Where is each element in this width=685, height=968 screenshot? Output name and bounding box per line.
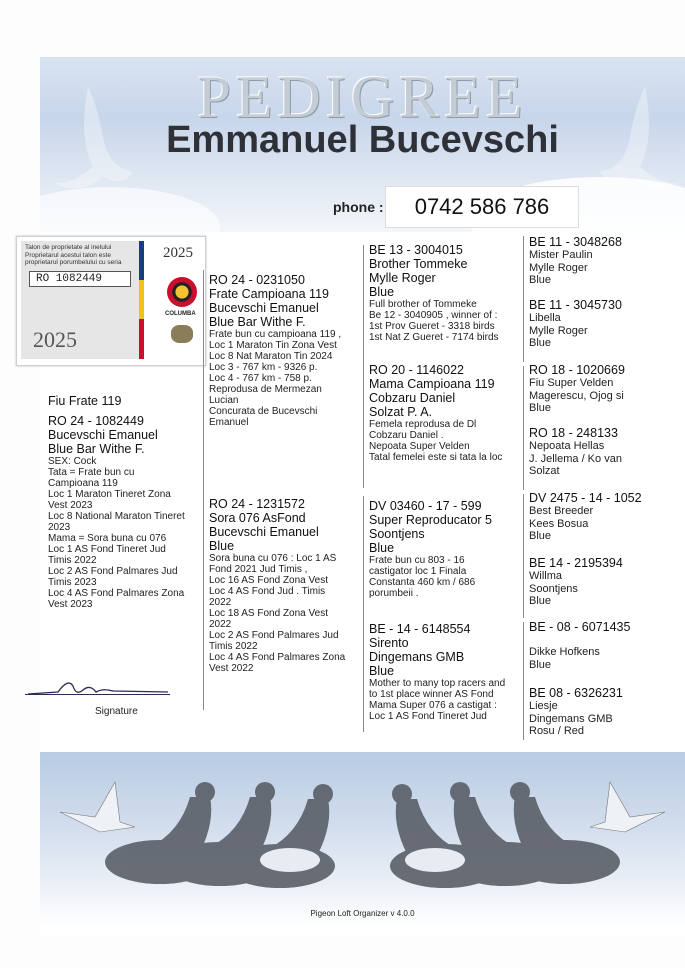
ggp-line: Dikke Hofkens — [529, 646, 600, 658]
ggp-line: Mister Paulin — [529, 249, 593, 261]
grandparent-entry — [369, 499, 521, 599]
note-line: Vest 2022 — [209, 663, 254, 674]
note-line: Full brother of Tommeke — [369, 299, 477, 310]
ggp-line: Best Breeder — [529, 505, 594, 517]
signature-line — [25, 694, 170, 695]
ggp-ring: BE - 08 - 6071435 — [529, 620, 631, 634]
label-text-line: Proprietarul acestui talon este — [25, 251, 111, 259]
dam-entry — [209, 497, 361, 674]
label-card-body — [21, 241, 139, 359]
note-line: Fond 2021 Jud Timis , — [209, 564, 308, 575]
note-line: Loc 2 AS Fond Palmares Jud — [48, 566, 178, 577]
note-line: Timis 2022 — [48, 555, 97, 566]
gp-ring: BE 13 - 3004015 — [369, 243, 463, 257]
gp-color: Blue — [369, 664, 395, 678]
great-grandparent-entry — [529, 298, 679, 350]
sire-entry — [209, 273, 361, 428]
note-line: Loc 8 National Maraton Tineret — [48, 511, 185, 522]
ggp-line: Rosu / Red — [529, 725, 585, 737]
federation-logo-icon — [171, 325, 193, 343]
owner-name: Emmanuel Bucevschi — [166, 119, 559, 161]
gp-notes — [369, 555, 521, 599]
note-line: 1st Nat Z Gueret - 7174 birds — [369, 332, 499, 343]
note-line: SEX: Cock — [48, 456, 97, 467]
ggp-ring: RO 18 - 248133 — [529, 426, 618, 440]
ggp-line: Dingemans GMB — [529, 712, 613, 725]
note-line: Emanuel — [209, 417, 249, 428]
ring-label-card — [16, 236, 206, 366]
sire-breeder: Bucevschi Emanuel — [209, 301, 319, 315]
sire-ring: RO 24 - 0231050 — [209, 273, 305, 287]
ggp-line: Blue — [529, 658, 552, 671]
columba-logo-icon — [167, 277, 197, 307]
sire-color: Blue Bar Withe F. — [209, 315, 306, 329]
note-line: Be 12 - 3040905 , winner of : — [369, 310, 498, 321]
subject-entry — [48, 394, 198, 610]
software-credit: Pigeon Loft Organizer v 4.0.0 — [310, 909, 415, 918]
gp-color: Blue — [369, 541, 395, 555]
note-line: Reprodusa de Mermezan — [209, 384, 322, 395]
gp-name: Sirento — [369, 636, 409, 650]
pigeons-illustration-icon — [40, 752, 685, 926]
tree-connector — [523, 622, 524, 740]
signature-label: Signature — [95, 706, 138, 717]
ggp-line: Fiu Super Velden — [529, 377, 614, 389]
dam-name: Sora 076 AsFond — [209, 511, 306, 525]
note-line: Loc 4 AS Fond Palmares Zona — [209, 652, 346, 663]
note-line: Loc 16 AS Fond Zona Vest — [209, 575, 328, 586]
great-grandparent-entry — [529, 363, 679, 415]
gp-ring: BE - 14 - 6148554 — [369, 622, 471, 636]
great-grandparent-entry — [529, 491, 679, 543]
note-line: Mama Super 076 a castigat : — [369, 700, 497, 711]
flag-strip — [139, 241, 144, 359]
subject-ring: RO 24 - 1082449 — [48, 414, 144, 428]
note-line: Mama = Sora buna cu 076 — [48, 533, 167, 544]
note-line: Loc 8 Nat Maraton Tin 2024 — [209, 351, 333, 362]
gp-breeder: Mylle Roger — [369, 271, 436, 285]
ggp-line: Willma — [529, 570, 562, 582]
ggp-ring: BE 14 - 2195394 — [529, 556, 623, 570]
label-year-top: 2025 — [163, 245, 193, 261]
note-line: Loc 18 AS Fond Zona Vest — [209, 608, 328, 619]
gp-ring: DV 03460 - 17 - 599 — [369, 499, 482, 513]
great-grandparent-entry — [529, 235, 679, 287]
gp-color: Blue — [369, 285, 395, 299]
note-line: Constanta 460 km / 686 — [369, 577, 476, 588]
tree-connector — [363, 496, 364, 732]
note-line: Frate bun cu 803 - 16 — [369, 555, 465, 566]
ggp-line: J. Jellema / Ko van — [529, 452, 622, 465]
phone-label: phone : — [333, 199, 384, 215]
label-ring-number: RO 1082449 — [29, 271, 131, 287]
note-line: Tata = Frate bun cu — [48, 467, 135, 478]
page-title: PEDIGREE — [197, 64, 528, 130]
sire-notes — [209, 329, 361, 428]
ggp-line: Kees Bosua — [529, 517, 589, 530]
ggp-line: Mylle Roger — [529, 261, 588, 274]
note-line: Lucian — [209, 395, 239, 406]
ggp-line — [529, 634, 679, 646]
note-line: Loc 1 Maraton Tineret Zona — [48, 489, 171, 500]
label-text-line: Talon de proprietate al inelului — [25, 244, 112, 251]
note-line: 1st Prov Gueret - 3318 birds — [369, 321, 495, 332]
note-line: Cobzaru Daniel . — [369, 430, 444, 441]
note-line: 2022 — [209, 619, 232, 630]
dam-color: Blue — [209, 539, 235, 553]
note-line: porumbeii . — [369, 588, 419, 599]
note-line: Timis 2022 — [209, 641, 258, 652]
note-line: Femela reprodusa de Dl — [369, 419, 477, 430]
grandparent-entry — [369, 243, 521, 343]
ggp-line: Mylle Roger — [529, 324, 588, 337]
tree-connector — [523, 236, 524, 362]
gp-breeder: Soontjens — [369, 527, 425, 541]
gp-name: Mama Campioana 119 — [369, 377, 495, 391]
dam-notes — [209, 553, 361, 674]
note-line: Loc 1 Maraton Tin Zona Vest — [209, 340, 337, 351]
note-line: Vest 2023 — [48, 599, 93, 610]
great-grandparent-entry — [529, 686, 679, 738]
label-text-line: proprietarul porumbelului cu seria — [25, 259, 122, 266]
ggp-line: Liesje — [529, 700, 558, 712]
note-line: 2023 — [48, 522, 71, 533]
subject-breeder: Bucevschi Emanuel — [48, 428, 158, 442]
ggp-line: Blue — [529, 402, 552, 414]
ggp-ring: BE 11 - 3045730 — [529, 298, 622, 312]
ggp-line: Blue — [529, 274, 552, 286]
note-line: Loc 1 AS Fond Tineret Jud — [48, 544, 166, 555]
ggp-line: Blue — [529, 337, 552, 349]
great-grandparent-entry — [529, 556, 679, 608]
tree-connector — [523, 494, 524, 618]
note-line: Campioana 119 — [48, 478, 118, 489]
note-line: Nepoata Super Velden — [369, 441, 470, 452]
note-line: Loc 2 AS Fond Palmares Jud — [209, 630, 339, 641]
great-grandparent-entry — [529, 620, 679, 671]
subject-notes — [48, 456, 198, 610]
note-line: Timis 2023 — [48, 577, 97, 588]
ggp-ring: BE 11 - 3048268 — [529, 235, 622, 249]
gp-breeder: Dingemans GMB — [369, 650, 465, 664]
note-line: Loc 1 AS Fond Tineret Jud — [369, 711, 487, 722]
pigeon-footer-banner — [40, 752, 685, 926]
note-line: Sora buna cu 076 : Loc 1 AS — [209, 553, 337, 564]
ggp-line: Soontjens — [529, 582, 578, 595]
note-line: Frate bun cu campioana 119 , — [209, 329, 342, 340]
columba-label: COLUMBA — [165, 311, 196, 317]
note-line: Mother to many top racers and — [369, 678, 506, 689]
ggp-line: Nepoata Hellas — [529, 440, 605, 452]
ggp-line: Blue — [529, 595, 552, 607]
gp-color: Solzat P. A. — [369, 405, 433, 419]
note-line: Loc 3 - 767 km - 9326 p. — [209, 362, 318, 373]
ggp-ring: DV 2475 - 14 - 1052 — [529, 491, 642, 505]
grandparent-entry — [369, 363, 521, 463]
tree-connector — [363, 245, 364, 488]
gp-breeder: Cobzaru Daniel — [369, 391, 456, 405]
gp-name: Super Reproducator 5 — [369, 513, 492, 527]
ggp-ring: RO 18 - 1020669 — [529, 363, 625, 377]
phone-number: 0742 586 786 — [385, 186, 579, 228]
ggp-line: Solzat — [529, 465, 560, 477]
ggp-line: Blue — [529, 530, 552, 542]
grandparent-entry — [369, 622, 521, 722]
dam-breeder: Bucevschi Emanuel — [209, 525, 319, 539]
sire-name: Frate Campioana 119 — [209, 287, 329, 301]
gp-ring: RO 20 - 1146022 — [369, 363, 464, 377]
gp-notes — [369, 299, 521, 343]
note-line: Concurata de Bucevschi — [209, 406, 318, 417]
pedigree-header — [40, 57, 685, 232]
note-line: to 1st place winner AS Fond — [369, 689, 494, 700]
note-line: 2022 — [209, 597, 232, 608]
subject-color: Blue Bar Withe F. — [48, 442, 145, 456]
note-line: Vest 2023 — [48, 500, 93, 511]
gp-name: Brother Tommeke — [369, 257, 468, 271]
note-line: Loc 4 AS Fond Palmares Zona — [48, 588, 185, 599]
subject-title: Fiu Frate 119 — [48, 394, 122, 408]
gp-notes — [369, 419, 521, 463]
ggp-line: Libella — [529, 312, 561, 324]
label-year-bottom: 2025 — [33, 327, 77, 352]
ggp-ring: BE 08 - 6326231 — [529, 686, 623, 700]
great-grandparent-entry — [529, 426, 679, 478]
gp-notes — [369, 678, 521, 722]
tree-connector — [523, 366, 524, 490]
note-line: castigator loc 1 Finala — [369, 566, 467, 577]
dam-ring: RO 24 - 1231572 — [209, 497, 305, 511]
note-line: Loc 4 AS Fond Jud . Timis — [209, 586, 326, 597]
tree-connector — [203, 270, 204, 710]
note-line: Loc 4 - 767 km - 758 p. — [209, 373, 312, 384]
ggp-line: Magerescu, Ojog si — [529, 389, 624, 402]
note-line: Tatal femelei este si tata la loc — [369, 452, 503, 463]
label-card-text — [21, 241, 139, 267]
signature-scribble-icon — [28, 676, 178, 700]
